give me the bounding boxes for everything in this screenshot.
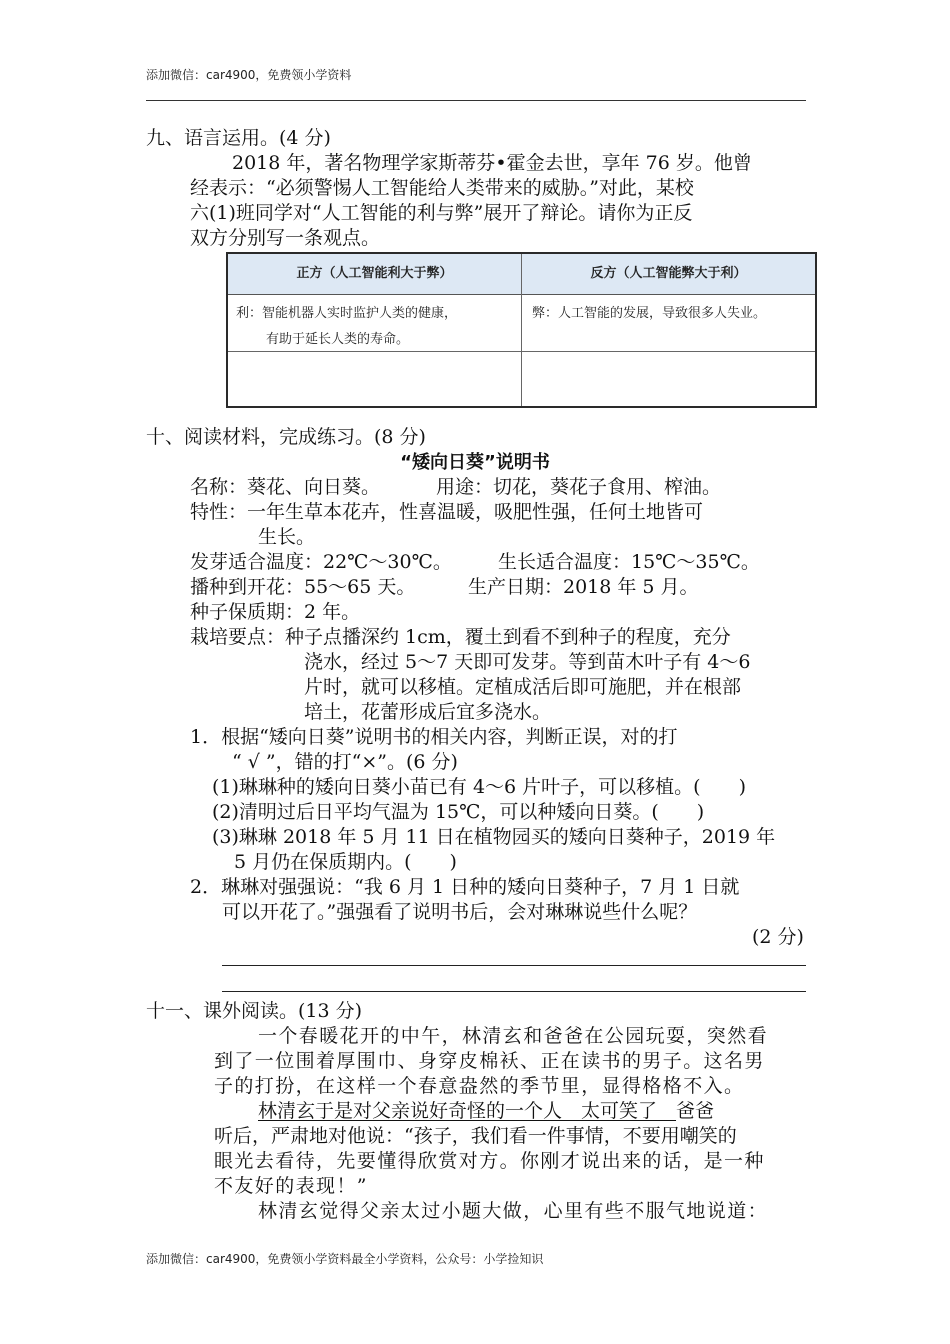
- manual-trait: 生长。: [258, 526, 316, 548]
- question-1: 1．根据“矮向日葵”说明书的相关内容，判断正误，对的打: [190, 726, 678, 748]
- section-9-title: 九、语言运用。(4 分): [146, 127, 331, 149]
- reading-paragraph: 林清玄觉得父亲太过小题大做，心里有些不服气地说道：: [258, 1200, 769, 1222]
- manual-name: 名称：葵花、向日葵。: [190, 476, 381, 498]
- manual-cultivation: 片时，就可以移植。定植成活后即可施肥，并在根部: [304, 676, 742, 698]
- manual-cultivation: 培土，花蕾形成后宜多浇水。: [304, 701, 552, 723]
- manual-cultivation: 浇水，经过 5～7 天即可发芽。等到苗木叶子有 4～6: [304, 651, 751, 673]
- section-10-title: 十、阅读材料，完成练习。(8 分): [146, 426, 426, 448]
- question-1-item-3[interactable]: (3)琳琳 2018 年 5 月 11 日在植物园买的矮向日葵种子，2019 年: [212, 826, 776, 848]
- manual-cultivation: 栽培要点：种子点播深约 1cm，覆土到看不到种子的程度，充分: [190, 626, 731, 648]
- con-example: 弊：人工智能的发展，导致很多人失业。: [532, 306, 767, 321]
- section-9-line: 经表示：“必须警惕人工智能给人类带来的威胁。”对此，某校: [190, 177, 694, 199]
- reading-paragraph: 子的打扮，在这样一个春意盎然的季节里，显得格格不入。: [214, 1075, 745, 1097]
- manual-production-date: 生产日期：2018 年 5 月。: [468, 576, 699, 598]
- section-9-line: 2018 年，著名物理学家斯蒂芬•霍金去世，享年 76 岁。他曾: [232, 152, 752, 174]
- question-2: 可以开花了。”强强看了说明书后，会对琳琳说些什么呢？: [222, 901, 698, 923]
- footer-note: 添加微信：car4900，免费领小学资料最全小学资料，公众号：小学捡知识: [146, 1252, 544, 1266]
- manual-shelf-life: 种子保质期：2 年。: [190, 601, 361, 623]
- reading-paragraph: [258, 1099, 714, 1124]
- manual-usage: 用途：切花，葵花子食用、榨油。: [436, 476, 722, 498]
- pro-header: 正方（人工智能利大于弊）: [296, 266, 453, 281]
- header-note: 添加微信：car4900，免费领小学资料: [146, 68, 352, 82]
- answer-line[interactable]: [222, 991, 806, 992]
- question-1: “ √ ”，错的打“×”。(6 分): [232, 751, 458, 773]
- section-9-line: 双方分别写一条观点。: [190, 227, 381, 249]
- manual-germination-temp: 发芽适合温度：22℃～30℃。: [190, 551, 452, 573]
- reading-text: 爸爸: [676, 1100, 715, 1122]
- question-2-score: (2 分): [752, 926, 804, 948]
- section-9-line: 六(1)班同学对“人工智能的利与弊”展开了辩论。请你为正反: [190, 202, 693, 224]
- reading-paragraph: 听后，严肃地对他说：“孩子，我们看一件事情，不要用嘲笑的: [214, 1125, 737, 1147]
- reading-paragraph: 眼光去看待，先要懂得欣赏对方。你刚才说出来的话，是一种: [214, 1150, 765, 1172]
- manual-growth-temp: 生长适合温度：15℃～35℃。: [498, 551, 760, 573]
- debate-table: [226, 252, 817, 408]
- section-11-title: 十一、课外阅读。(13 分): [146, 1000, 363, 1022]
- reading-paragraph: 一个春暖花开的中午，林清玄和爸爸在公园玩耍，突然看: [258, 1025, 769, 1047]
- reading-paragraph: 到了一位围着厚围巾、身穿皮棉袄、正在读书的男子。这名男: [214, 1050, 765, 1072]
- question-1-item-2[interactable]: (2)清明过后日平均气温为 15℃，可以种矮向日葵。( ): [212, 801, 705, 823]
- manual-title: “矮向日葵”说明书: [400, 452, 550, 473]
- table-row-divider: [228, 351, 815, 352]
- con-answer-cell[interactable]: [532, 362, 810, 402]
- question-2: 2．琳琳对强强说：“我 6 月 1 日种的矮向日葵种子，7 月 1 日就: [190, 876, 740, 898]
- answer-line[interactable]: [222, 965, 806, 966]
- manual-bloom-time: 播种到开花：55～65 天。: [190, 576, 416, 598]
- pro-example-line: 有助于延长人类的寿命。: [266, 332, 410, 347]
- con-header: 反方（人工智能弊大于利）: [590, 266, 747, 281]
- question-1-item-1[interactable]: (1)琳琳种的矮向日葵小苗已有 4～6 片叶子，可以移植。( ): [212, 776, 746, 798]
- header-rule: [146, 100, 806, 101]
- underlined-sentence: 林清玄于是对父亲说好奇怪的一个人 太可笑了: [258, 1100, 677, 1122]
- question-1-item-3[interactable]: 5 月仍在保质期内。( ): [234, 851, 457, 873]
- manual-trait: 特性：一年生草本花卉，性喜温暖，吸肥性强，任何土地皆可: [190, 501, 704, 523]
- pro-answer-cell[interactable]: [236, 362, 514, 402]
- pro-example-line: 利：智能机器人实时监护人类的健康，: [236, 306, 458, 321]
- reading-paragraph: 不友好的表现！”: [214, 1175, 368, 1197]
